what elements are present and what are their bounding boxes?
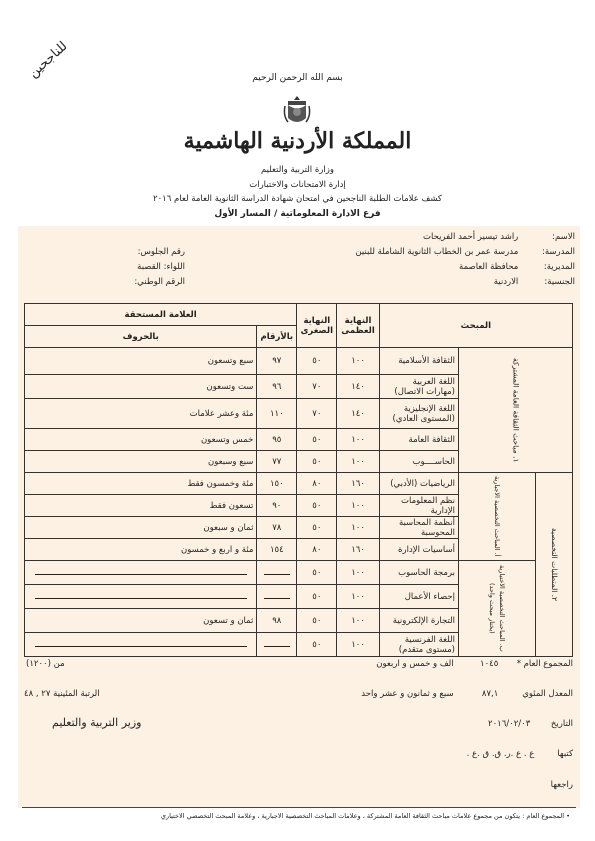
subject-cell: اللغة العربية (مهارات الاتصال) — [379, 375, 458, 399]
letters-cell: ثمان و تسعون — [25, 609, 257, 633]
directorate-label: المديرية: — [543, 262, 575, 272]
group-specialized: ٢. المتطلبات التخصصية — [536, 473, 573, 657]
min-cell: ٥٠ — [297, 451, 337, 473]
letters-blank — [25, 561, 257, 585]
branch-title: فرع الادارة المعلوماتية / المسار الأول — [214, 209, 381, 219]
subject-cell: إحصاء الأعمال — [379, 585, 458, 609]
average-digits: ٨٧,١ — [481, 689, 499, 699]
group-specialized-mandatory: أ. المباحث التخصصية الاجبارية — [459, 473, 536, 561]
max-cell: ١٠٠ — [337, 561, 379, 585]
grades-table — [24, 303, 573, 657]
digits-blank — [257, 561, 297, 585]
digits-cell: ٧٨ — [257, 517, 297, 539]
subject-cell: اللغة الفرنسية (مستوى متقدم) — [379, 633, 458, 657]
date-label: التاريخ — [550, 719, 573, 729]
letters-cell: مئة وخمسون فقط — [25, 473, 257, 495]
written-label: كتبها — [557, 749, 573, 759]
national-id-label: الرقم الوطني: — [134, 277, 185, 287]
letters-cell: ثمان و سبعون — [25, 517, 257, 539]
min-cell: ٥٠ — [297, 585, 337, 609]
subject-cell: أساسيات الإدارة — [379, 539, 458, 561]
nationality-label: الجنسية: — [544, 277, 575, 287]
date-row — [488, 719, 573, 729]
max-cell: ١٠٠ — [337, 585, 379, 609]
min-cell: ٥٠ — [297, 609, 337, 633]
digits-cell: ٩٥ — [257, 429, 297, 451]
min-cell: ٥٠ — [297, 348, 337, 375]
max-cell: ١٠٠ — [337, 451, 379, 473]
average-label: المعدل المئوي — [522, 689, 573, 699]
department-name: إدارة الامتحانات والاختبارات — [249, 180, 346, 190]
name-label: الاسم: — [552, 232, 575, 242]
student-name: راشد تيسير أحمد الفريحات — [422, 232, 519, 242]
max-cell: ١٤٠ — [337, 399, 379, 429]
digits-cell: ١١٠ — [257, 399, 297, 429]
percentile-rank: الرتبة المئينية ٢٧ , ٤٨ — [24, 689, 100, 699]
school-name: مدرسة عمر بن الخطاب الثانوية الشاملة للبنين — [355, 247, 519, 257]
kingdom-title: المملكة الأردنية الهاشمية — [183, 128, 412, 154]
max-header: النهاية العظمى — [337, 304, 379, 348]
min-header: النهاية الصغرى — [297, 304, 337, 348]
max-cell: ١٠٠ — [337, 609, 379, 633]
subject-header: المبحث — [379, 304, 572, 348]
mark-header: العلامة المستحقة — [25, 304, 297, 326]
digits-cell: ٩٧ — [257, 348, 297, 375]
min-cell: ٥٠ — [297, 633, 337, 657]
digits-blank — [257, 633, 297, 657]
footnote: • المجموع العام : يتكون من مجموع علامات مباحث الثقافة العامة المشتركة ، وعلامات المباحث التخصصية الاجبارية ، وعلامة المبحث التخصصي الاختياري — [160, 812, 570, 820]
min-cell: ٥٠ — [297, 429, 337, 451]
letters-cell: مئة و اربع و خمسون — [25, 539, 257, 561]
subject-cell: برمجة الحاسوب — [379, 561, 458, 585]
written-value: ع . ع .ر. ق. ق .ع . — [466, 749, 535, 759]
subject-cell: التجارة الإلكترونية — [379, 609, 458, 633]
directorate-row — [459, 262, 575, 272]
letters-cell: سبع وتسعون — [25, 348, 257, 375]
basmala: بسم الله الرحمن الرحيم — [252, 73, 343, 83]
reviewed-label: راجعها — [550, 780, 573, 790]
digits-cell: ١٥٠ — [257, 473, 297, 495]
letters-blank — [25, 633, 257, 657]
letters-cell: سبع وسبعون — [25, 451, 257, 473]
max-cell: ١٦٠ — [337, 539, 379, 561]
nationality-value: الاردنية — [493, 277, 519, 287]
total-words: الف و خمس و اربعون — [376, 659, 454, 669]
subject-cell: الحاســــوب — [379, 451, 458, 473]
group-specialized-elective: ب. المباحث التخصصية الاختيارية (يختار مبحث واحد) — [459, 561, 536, 657]
min-cell: ٧٠ — [297, 399, 337, 429]
letters-blank — [25, 585, 257, 609]
total-digits: ١٠٤٥ — [480, 659, 499, 669]
date-value: ٢٠١٦/٠٢/٠٣ — [488, 719, 531, 729]
letters-cell: تسعون فقط — [25, 495, 257, 517]
max-cell: ١٠٠ — [337, 429, 379, 451]
document-title: كشف علامات الطلبة الناجحين في امتحان شهادة الدراسة الثانوية العامة لعام ٢٠١٦ — [153, 194, 442, 204]
subject-cell: الثقافة الأسلامية — [379, 348, 458, 375]
min-cell: ٥٠ — [297, 561, 337, 585]
digits-cell: ٩٨ — [257, 609, 297, 633]
total-of: من (١٢٠٠) — [26, 659, 65, 669]
average-words: سبع و ثمانون و عشر واحد — [361, 689, 454, 699]
total-row — [376, 659, 573, 669]
group-common: ١. مباحث الثقافة العامة المشتركة — [459, 348, 573, 473]
footnote-divider — [22, 807, 576, 808]
min-cell: ٥٠ — [297, 495, 337, 517]
directorate-name: محافظة العاصمة — [459, 262, 519, 272]
subject-cell: الثقافة العامة — [379, 429, 458, 451]
letters-cell: مئة وعشر علامات — [25, 399, 257, 429]
written-row — [467, 749, 573, 759]
max-cell: ١٠٠ — [337, 517, 379, 539]
ministry-name: وزارة التربية والتعليم — [261, 165, 334, 175]
max-cell: ١٠٠ — [337, 633, 379, 657]
digits-blank — [257, 585, 297, 609]
subject-cell: الرياضيات (الأدبي) — [379, 473, 458, 495]
school-label: المدرسة: — [542, 247, 575, 257]
digits-header: بالأرقام — [257, 326, 297, 348]
minister-signature: وزير التربية والتعليم — [52, 716, 142, 729]
digits-cell: ١٥٤ — [257, 539, 297, 561]
max-cell: ١٦٠ — [337, 473, 379, 495]
max-cell: ١٤٠ — [337, 375, 379, 399]
nationality-row — [494, 277, 575, 287]
subject-cell: اللغة الإنجليزية (المستوى العادي) — [379, 399, 458, 429]
min-cell: ٨٠ — [297, 539, 337, 561]
max-cell: ١٠٠ — [337, 348, 379, 375]
letters-header: بالحروف — [25, 326, 257, 348]
min-cell: ٧٠ — [297, 375, 337, 399]
subject-cell: نظم المعلومات الإدارية — [379, 495, 458, 517]
max-cell: ١٠٠ — [337, 495, 379, 517]
footnote-text: المجموع العام : يتكون من مجموع علامات مباحث الثقافة العامة المشتركة ، وعلامات المباحث التخصصية الاجبارية ، وعلامة المبحث التخصصي الاختياري — [160, 812, 565, 820]
digits-cell: ٩٦ — [257, 375, 297, 399]
school-row — [355, 247, 575, 257]
average-row — [361, 689, 573, 699]
seat-number-label: رقم الجلوس: — [137, 247, 185, 257]
handwritten-note: للناجحين — [26, 38, 71, 82]
name-row — [423, 232, 575, 242]
crest-icon — [282, 94, 312, 128]
min-cell: ٥٠ — [297, 517, 337, 539]
letters-cell: ست وتسعون — [25, 375, 257, 399]
digits-cell: ٧٧ — [257, 451, 297, 473]
district-label: اللواء: القصبة — [137, 262, 185, 272]
min-cell: ٨٠ — [297, 473, 337, 495]
subject-cell: أنظمة المحاسبة المحوسبة — [379, 517, 458, 539]
total-label: المجموع العام * — [516, 659, 573, 669]
digits-cell: ٩٠ — [257, 495, 297, 517]
letters-cell: خمس وتسعون — [25, 429, 257, 451]
